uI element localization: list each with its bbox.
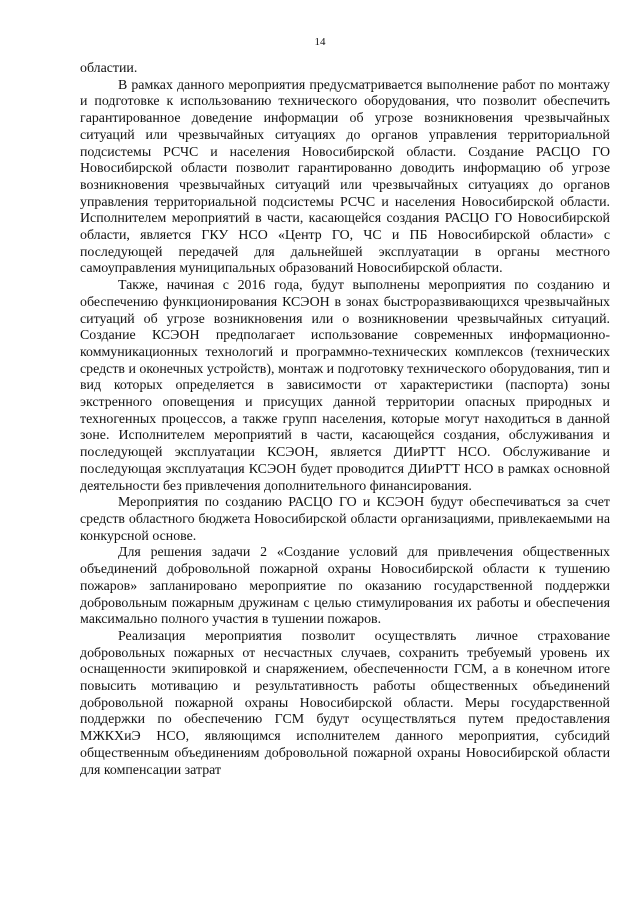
paragraph-rasco-description: В рамках данного мероприятия предусматривается выполнение работ по монтажу и подготовке к использованию технического оборудования, что позволит обеспечить гарантированное доведение информации об угрозе возникновения чрезвычайных ситуаций или чрезвычайных ситуациях до органов управления территориальной подсистемы РСЧС и населения Новосибирской области. Создание РАСЦО ГО Новосибирской области позволит гарантированно доводить информацию об угрозе возникновения чрезвычайных ситуаций или чрезвычайных ситуациях до органов управления территориальной подсистемы РСЧС и населения Новосибирской области. Исполнителем мероприятий в части, касающейся создания РАСЦО ГО Новосибирской области, является ГКУ НСО «Центр ГО, ЧС и ПБ Новосибирской области» с последующей передачей для дальнейшей эксплуатации в органы местного самоуправления муниципальных образований Новосибирской области. <box>80 77 610 277</box>
paragraph-kseon-description: Также, начиная с 2016 года, будут выполнены мероприятия по созданию и обеспечению функционирования КСЭОН в зонах быстроразвивающихся чрезвычайных ситуаций об угрозе возникновения или о возникновении чрезвычайных ситуаций. Создание КСЭОН предполагает использование современных информационно-коммуникационных технологий и программно-технических комплексов (технических средств и оконечных устройств), монтаж и подготовку технического оборудования, тип и вид которых определяется в зависимости от характеристики (паспорта) зоны экстренного оповещения и присущих данной территории опасных природных и техногенных процессов, а также групп населения, которые могут находиться в данной зоне. Исполнителем мероприятий в части, касающейся создания, обслуживания и последующей эксплуатации КСЭОН, является ДИиРТТ НСО. Обслуживание и последующая эксплуатация КСЭОН будет проводится ДИиРТТ НСО в рамках основной деятельности без привлечения дополнительного финансирования. <box>80 278 610 494</box>
paragraph-funding: Мероприятия по созданию РАСЦО ГО и КСЭОН будут обеспечиваться за счет средств областного бюджета Новосибирской области организациями, привлекаемыми на конкурсной основе. <box>80 495 610 544</box>
paragraph-implementation: Реализация мероприятия позволит осуществлять личное страхование добровольных пожарных от несчастных случаев, сохранить требуемый уровень их оснащенности экипировкой и снаряжением, обеспеченности ГСМ, а в конечном итоге повысить мотивацию и результативность работы общественных объединений добровольной пожарной охраны Новосибирской области. Меры государственной поддержки по обеспечению ГСМ будут осуществляться путем предоставления МЖКХиЭ НСО, являющимся исполнителем данного мероприятия, субсидий общественным объединениям добровольной пожарной охраны Новосибирской области для компенсации затрат <box>80 628 610 778</box>
paragraph-task-2: Для решения задачи 2 «Создание условий для привлечения общественных объединений добровольной пожарной охраны Новосибирской области к тушению пожаров» запланировано мероприятие по оказанию государственной поддержки добровольным пожарным дружинам с целью стимулирования их работы и обеспечения максимально полного участия в тушении пожаров. <box>80 545 610 628</box>
document-body <box>80 61 610 779</box>
paragraph-continuation: областии. <box>80 61 138 76</box>
page-number: 14 <box>314 36 326 48</box>
